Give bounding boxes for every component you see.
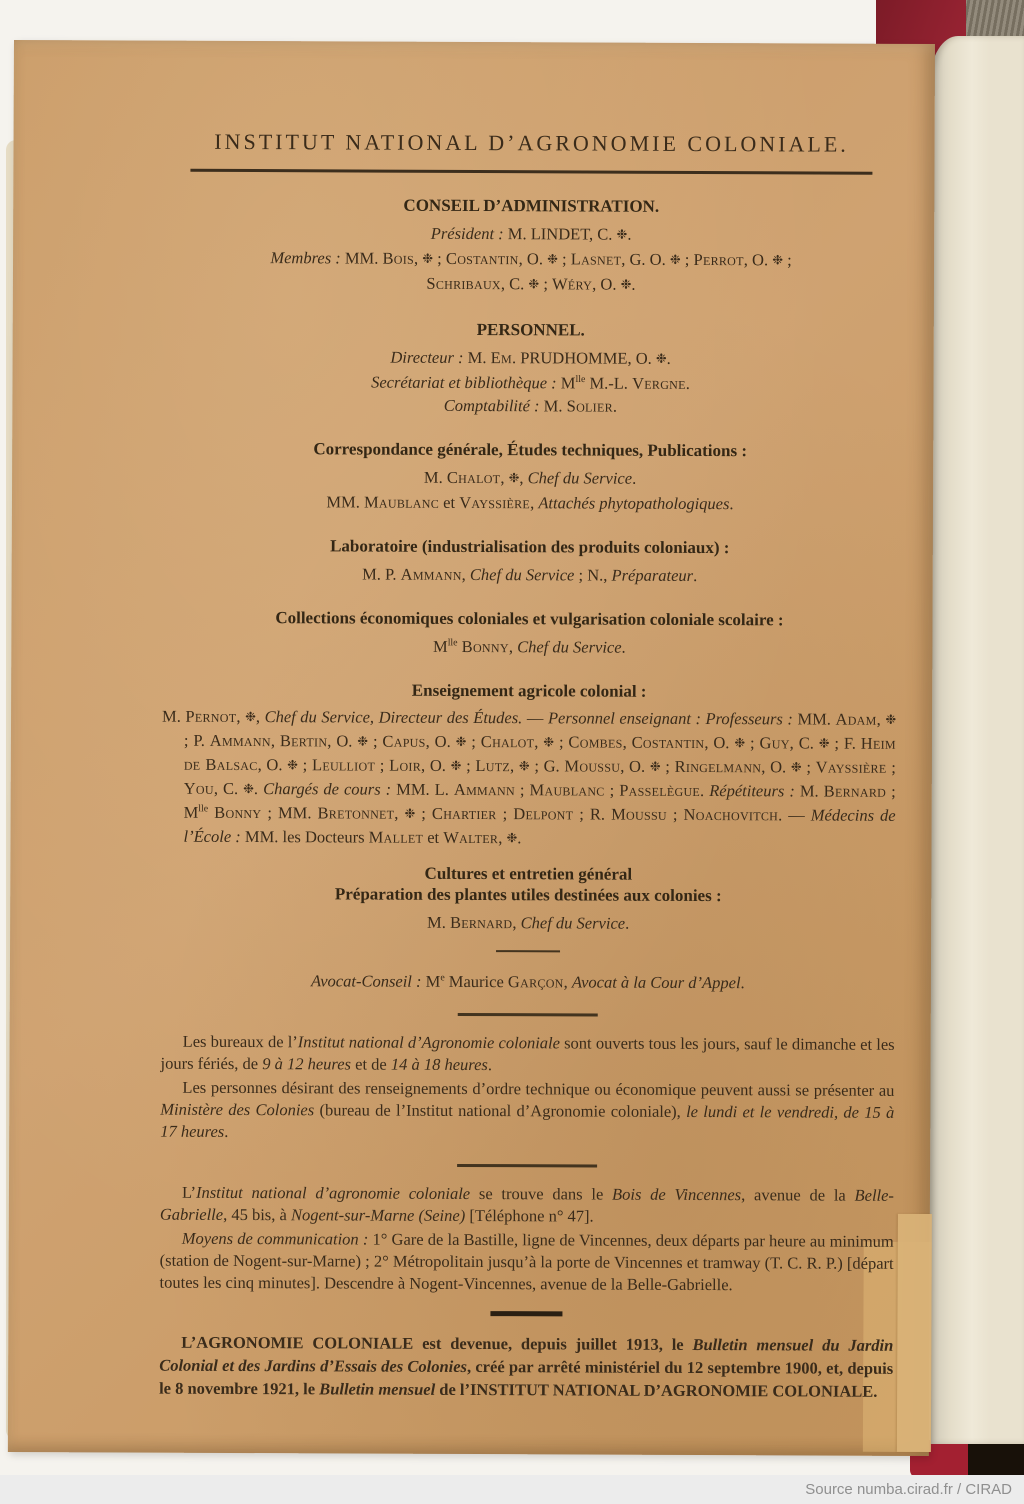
honor-rosette-icon: ❉ [508, 471, 520, 487]
honor-rosette-icon: ❉ [245, 710, 256, 726]
heading-preparation: Préparation des plantes utiles destinées aux colonies : [334, 884, 722, 906]
title-rule [190, 169, 873, 175]
honor-rosette-icon: ❉ [455, 734, 467, 750]
doc-rule [458, 1013, 598, 1017]
honor-rosette-icon: ❉ [669, 252, 681, 268]
document-title: INSTITUT NATIONAL D’AGRONOMIE COLONIALE. [214, 128, 849, 157]
honor-rosette-icon: ❉ [450, 758, 462, 774]
document-body [8, 40, 935, 1456]
heading-personnel: PERSONNEL. [476, 320, 585, 340]
heading-cultures: Cultures et entretien général [424, 863, 633, 884]
honor-rosette-icon: ❉ [790, 760, 802, 776]
honor-rosette-icon: ❉ [543, 735, 555, 751]
doc-line: Les personnes désirant des renseignements d’ordre technique ou économique peuvent aussi se présenter au Ministère des Colonies (bureau de l’Institut national d’Agronomie coloniale), le lundi et le vendredi, de 15 à 17 heures. [160, 1077, 895, 1141]
doc-line: M. Bernard, Chef du Service. [427, 912, 630, 933]
doc-line: Membres : MM. Bois, ❉ ; Costantin, O. ❉ ; Lasnet, G. O. ❉ ; Perrot, O. ❉ ; [270, 248, 792, 270]
honor-rosette-icon: ❉ [734, 736, 746, 752]
facing-page-edge [930, 36, 1024, 1444]
doc-line: Les bureaux de l’Institut national d’Agronomie coloniale sont ouverts tous les jours, sauf le dimanche et les jours fériés, de 9 à 12 heures et de 14 à 18 heures. [160, 1031, 895, 1075]
honor-rosette-icon: ❉ [655, 351, 667, 367]
honor-rosette-icon: ❉ [506, 831, 518, 847]
honor-rosette-icon: ❉ [649, 759, 661, 775]
doc-line: L’AGRONOMIE COLONIALE est devenue, depuis juillet 1913, le Bulletin mensuel du Jardin Colonial et des Jardins d’Essais des Colonies, créé par arrêté ministériel du 12 septembre 1900, et, depuis le 8 novembre 1921, le Bulletin mensuel de l’INSTITUT NATIONAL D’AGRONOMIE COLONIALE. [159, 1332, 894, 1401]
doc-line: Avocat-Conseil : Me Maurice Garçon, Avocat à la Cour d’Appel. [311, 971, 745, 993]
doc-rule [457, 1164, 597, 1168]
doc-line: Moyens de communication : 1° Gare de la Bastille, ligne de Vincennes, deux départs par heure au minimum (station de Nogent-sur-Marne) ; 2° Métropolitain jusqu’à la porte de Vincennes et tramway (T. C. R. P.) [départ toutes les cinq minutes]. Descendre à Nogent-Vincennes, avenue de la Belle-Gabrielle. [159, 1228, 894, 1295]
honor-rosette-icon: ❉ [404, 806, 416, 822]
heading-laboratoire: Laboratoire (industrialisation des produits coloniaux) : [330, 536, 730, 558]
doc-rule [490, 1311, 562, 1316]
heading-enseignement: Enseignement agricole colonial : [411, 680, 647, 701]
doc-line: L’Institut national d’agronomie coloniale se trouve dans le Bois de Vincennes, avenue de la Belle-Gabrielle, 45 bis, à Nogent-sur-Marne (Seine) [Téléphone n° 47]. [159, 1182, 894, 1226]
doc-line: M. P. Ammann, Chef du Service ; N., Préparateur. [362, 564, 698, 585]
heading-collections: Collections économiques coloniales et vulgarisation coloniale scolaire : [275, 608, 784, 630]
doc-line: M. Pernot, ❉, Chef du Service, Directeur des Études. — Personnel enseignant : Professeurs : MM. Adam, ❉ ; P. Ammann, Bertin, O. ❉ ; Capus, O. ❉ ; Chalot, ❉ ; Combes, Costantin, O. ❉ ; Guy, C. ❉ ; F. Heim de Balsac, O. ❉ ; Leulliot ; Loir, O. ❉ ; Lutz, ❉ ; G. Moussu, O. ❉ ; Ringelmann, O. ❉ ; Vayssière ; You, C. ❉. Chargés de cours : MM. L. Ammann ; Maublanc ; Passelègue. Répétiteurs : M. Bernard ; $M^{lle}$ Bonny ; MM. Bretonnet, ❉ ; Chartier ; Delpont ; R. Moussu ; Noachovitch. — Médecins de l’École : MM. les Docteurs Mallet et Walter, ❉. [162, 706, 897, 848]
honor-rosette-icon: ❉ [885, 712, 897, 728]
doc-line: MM. Maublanc et Vayssière, Attachés phytopathologiques. [326, 492, 734, 514]
doc-line: Président : M. LINDET, C. ❉. [430, 223, 632, 244]
honor-rosette-icon: ❉ [518, 759, 530, 775]
source-attribution-text: Source numba.cirad.fr / CIRAD [805, 1481, 1012, 1498]
source-attribution-bar [0, 1475, 1024, 1504]
honor-rosette-icon: ❉ [620, 277, 632, 293]
honor-rosette-icon: ❉ [357, 734, 369, 750]
honor-rosette-icon: ❉ [243, 782, 254, 798]
heading-correspondance: Correspondance générale, Études techniques, Publications : [313, 439, 748, 461]
doc-line: Schribaux, C. ❉ ; Wéry, O. ❉. [426, 273, 636, 294]
honor-rosette-icon: ❉ [287, 758, 298, 774]
honor-rosette-icon: ❉ [772, 253, 784, 269]
scanned-page [8, 40, 935, 1456]
honor-rosette-icon: ❉ [528, 277, 540, 293]
doc-line: Directeur : M. Em. PRUDHOMME, O. ❉. [390, 347, 671, 368]
honor-rosette-icon: ❉ [818, 736, 830, 752]
doc-line: $M^{lle}$ Bonny, Chef du Service. [432, 636, 626, 657]
honor-rosette-icon: ❉ [616, 227, 628, 243]
doc-line: Comptabilité : M. Solier. [443, 395, 618, 416]
doc-line: Secrétariat et bibliothèque : $M^{lle}$ M.-L. Vergne. [371, 372, 690, 393]
doc-rule [496, 950, 560, 952]
doc-line: M. Chalot, ❉, Chef du Service. [423, 467, 637, 488]
honor-rosette-icon: ❉ [422, 251, 434, 267]
heading-conseil: CONSEIL D’ADMINISTRATION. [403, 195, 660, 216]
honor-rosette-icon: ❉ [547, 252, 558, 268]
